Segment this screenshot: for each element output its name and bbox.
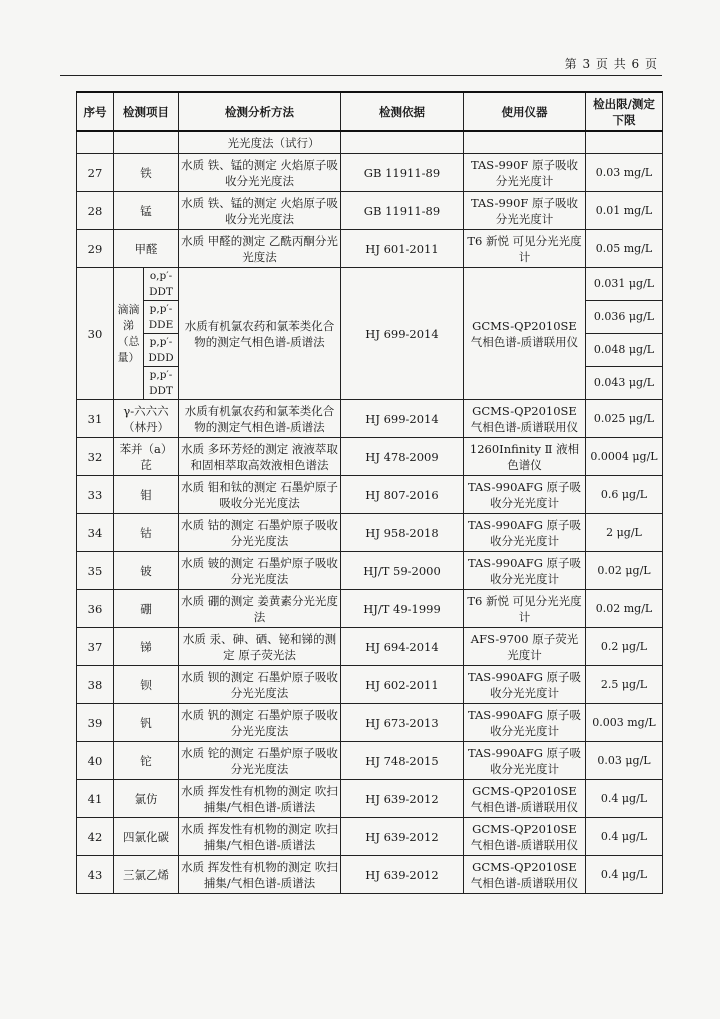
table-row: [77, 230, 663, 268]
cell-basis: GB 11911-89: [341, 192, 464, 230]
cell-no: 43: [77, 856, 114, 894]
cell-instrument: T6 新悦 可见分光光度计: [464, 590, 586, 628]
cell-item: 甲醛: [114, 230, 179, 268]
cell-limit: 0.048 μg/L: [586, 334, 663, 367]
cell-limit: 2.5 μg/L: [586, 666, 663, 704]
cell-method: 水质有机氯农药和氯苯类化合物的测定气相色谱-质谱法: [179, 400, 341, 438]
cell-limit: 0.036 μg/L: [586, 301, 663, 334]
cell-limit: 0.6 μg/L: [586, 476, 663, 514]
cell-subitem: p,p′-DDD: [144, 334, 179, 367]
cell-limit: 0.4 μg/L: [586, 856, 663, 894]
cell-basis: HJ 639-2012: [341, 818, 464, 856]
cell-method: 水质 钼和钛的测定 石墨炉原子吸收分光光度法: [179, 476, 341, 514]
cell-item: 锰: [114, 192, 179, 230]
cell-instrument: TAS-990AFG 原子吸收分光光度计: [464, 666, 586, 704]
table-row: [77, 400, 663, 438]
table-row: [77, 818, 663, 856]
cell-no: 34: [77, 514, 114, 552]
cell-basis: HJ 673-2013: [341, 704, 464, 742]
continuation-row: [77, 131, 663, 154]
cell-no: 36: [77, 590, 114, 628]
cell-instrument: 1260Infinity Ⅱ 液相色谱仪: [464, 438, 586, 476]
cell-method: 水质 挥发性有机物的测定 吹扫捕集/气相色谱-质谱法: [179, 780, 341, 818]
cell-limit: 0.025 μg/L: [586, 400, 663, 438]
cell-method: 水质 甲醛的测定 乙酰丙酮分光光度法: [179, 230, 341, 268]
cell-method: 水质有机氯农药和氯苯类化合物的测定气相色谱-质谱法: [179, 268, 341, 400]
cell-basis: HJ 958-2018: [341, 514, 464, 552]
cell-limit: 0.2 μg/L: [586, 628, 663, 666]
cell-item: 钼: [114, 476, 179, 514]
cell-item: 四氯化碳: [114, 818, 179, 856]
col-header-basis: 检测依据: [341, 92, 464, 131]
cell-no: 41: [77, 780, 114, 818]
cell-basis: HJ 748-2015: [341, 742, 464, 780]
cell-limit: 0.05 mg/L: [586, 230, 663, 268]
cell-instrument: TAS-990AFG 原子吸收分光光度计: [464, 742, 586, 780]
cell-limit: 0.02 mg/L: [586, 590, 663, 628]
table-row: [77, 780, 663, 818]
cell-basis: HJ 601-2011: [341, 230, 464, 268]
cell-method: 水质 硼的测定 姜黄素分光光度法: [179, 590, 341, 628]
cell-method: 水质 铁、锰的测定 火焰原子吸收分光光度法: [179, 192, 341, 230]
cell-subitem: p,p′-DDT: [144, 367, 179, 400]
cell-no: 30: [77, 268, 114, 400]
cell-basis: GB 11911-89: [341, 154, 464, 192]
cell-empty: [114, 131, 179, 154]
table-row: [77, 552, 663, 590]
cell-method: 水质 多环芳烃的测定 液液萃取和固相萃取高效液相色谱法: [179, 438, 341, 476]
col-header-no: 序号: [77, 92, 114, 131]
cell-instrument: T6 新悦 可见分光光度计: [464, 230, 586, 268]
table-header-row: [77, 92, 663, 131]
cell-basis: HJ 639-2012: [341, 856, 464, 894]
cell-limit: 0.03 μg/L: [586, 742, 663, 780]
methods-table: [76, 91, 663, 894]
table-row: [77, 742, 663, 780]
table-row: [77, 514, 663, 552]
cell-basis: HJ 639-2012: [341, 780, 464, 818]
cell-limit: 2 μg/L: [586, 514, 663, 552]
cell-instrument: GCMS-QP2010SE 气相色谱-质谱联用仪: [464, 818, 586, 856]
cell-basis: HJ 699-2014: [341, 400, 464, 438]
cell-method: 水质 铍的测定 石墨炉原子吸收分光光度法: [179, 552, 341, 590]
header-rule: [60, 75, 662, 76]
cell-method: 水质 钡的测定 石墨炉原子吸收分光光度法: [179, 666, 341, 704]
cell-method: 水质 钴的测定 石墨炉原子吸收分光光度法: [179, 514, 341, 552]
cell-item: 钴: [114, 514, 179, 552]
cell-limit: 0.0004 μg/L: [586, 438, 663, 476]
table-row: [77, 590, 663, 628]
table-row: [77, 704, 663, 742]
col-header-instrument: 使用仪器: [464, 92, 586, 131]
cell-no: 29: [77, 230, 114, 268]
cell-instrument: GCMS-QP2010SE 气相色谱-质谱联用仪: [464, 400, 586, 438]
cell-limit: 0.03 mg/L: [586, 154, 663, 192]
col-header-limit: 检出限/测定下限: [586, 92, 663, 131]
cell-no: 27: [77, 154, 114, 192]
cell-item: 铁: [114, 154, 179, 192]
cell-empty: [586, 131, 663, 154]
cell-no: 38: [77, 666, 114, 704]
cell-limit: 0.02 μg/L: [586, 552, 663, 590]
cell-method: 水质 铊的测定 石墨炉原子吸收分光光度法: [179, 742, 341, 780]
cell-method: 水质 铁、锰的测定 火焰原子吸收分光光度法: [179, 154, 341, 192]
cell-instrument: TAS-990F 原子吸收分光光度计: [464, 192, 586, 230]
cell-limit: 0.4 μg/L: [586, 818, 663, 856]
cell-item: 氯仿: [114, 780, 179, 818]
cell-item: 钒: [114, 704, 179, 742]
cell-basis: HJ 694-2014: [341, 628, 464, 666]
cell-no: 35: [77, 552, 114, 590]
cell-instrument: GCMS-QP2010SE 气相色谱-质谱联用仪: [464, 780, 586, 818]
cell-method-continuation: 光光度法（试行）: [179, 131, 341, 154]
cell-no: 33: [77, 476, 114, 514]
cell-item: 锑: [114, 628, 179, 666]
cell-item: 三氯乙烯: [114, 856, 179, 894]
cell-no: 31: [77, 400, 114, 438]
cell-method: 水质 挥发性有机物的测定 吹扫捕集/气相色谱-质谱法: [179, 818, 341, 856]
cell-limit: 0.031 μg/L: [586, 268, 663, 301]
cell-no: 32: [77, 438, 114, 476]
cell-item: 铍: [114, 552, 179, 590]
cell-instrument: GCMS-QP2010SE 气相色谱-质谱联用仪: [464, 856, 586, 894]
table-row: [77, 192, 663, 230]
col-header-method: 检测分析方法: [179, 92, 341, 131]
cell-limit: 0.4 μg/L: [586, 780, 663, 818]
cell-method: 水质 钒的测定 石墨炉原子吸收分光光度法: [179, 704, 341, 742]
cell-basis: HJ/T 59-2000: [341, 552, 464, 590]
table-row: [77, 154, 663, 192]
cell-item: γ-六六六（林丹）: [114, 400, 179, 438]
cell-no: 37: [77, 628, 114, 666]
cell-no: 28: [77, 192, 114, 230]
table-row: [77, 628, 663, 666]
cell-basis: HJ/T 49-1999: [341, 590, 464, 628]
cell-instrument: TAS-990F 原子吸收分光光度计: [464, 154, 586, 192]
cell-item: 硼: [114, 590, 179, 628]
cell-method: 水质 挥发性有机物的测定 吹扫捕集/气相色谱-质谱法: [179, 856, 341, 894]
cell-instrument: TAS-990AFG 原子吸收分光光度计: [464, 552, 586, 590]
cell-no: 40: [77, 742, 114, 780]
cell-basis: HJ 478-2009: [341, 438, 464, 476]
cell-basis: HJ 807-2016: [341, 476, 464, 514]
cell-item: 钡: [114, 666, 179, 704]
cell-instrument: AFS-9700 原子荧光光度计: [464, 628, 586, 666]
table-row: [77, 856, 663, 894]
cell-instrument: GCMS-QP2010SE 气相色谱-质谱联用仪: [464, 268, 586, 400]
cell-subitem: p,p′-DDE: [144, 301, 179, 334]
cell-item: 铊: [114, 742, 179, 780]
cell-instrument: TAS-990AFG 原子吸收分光光度计: [464, 704, 586, 742]
page-number: 第 3 页 共 6 页: [564, 57, 658, 71]
cell-subitem: o,p′-DDT: [144, 268, 179, 301]
cell-instrument: TAS-990AFG 原子吸收分光光度计: [464, 476, 586, 514]
cell-item: 滴滴涕（总量）: [114, 268, 144, 400]
table-row: [77, 476, 663, 514]
cell-limit: 0.003 mg/L: [586, 704, 663, 742]
cell-limit: 0.01 mg/L: [586, 192, 663, 230]
table-row: [77, 666, 663, 704]
cell-method: 水质 汞、砷、硒、铋和锑的测定 原子荧光法: [179, 628, 341, 666]
table-row-subitem: [77, 268, 663, 301]
cell-empty: [341, 131, 464, 154]
cell-no: 42: [77, 818, 114, 856]
cell-limit: 0.043 μg/L: [586, 367, 663, 400]
cell-empty: [464, 131, 586, 154]
cell-item: 苯并（a）芘: [114, 438, 179, 476]
cell-basis: HJ 699-2014: [341, 268, 464, 400]
cell-basis: HJ 602-2011: [341, 666, 464, 704]
table-row: [77, 438, 663, 476]
col-header-item: 检测项目: [114, 92, 179, 131]
cell-no: 39: [77, 704, 114, 742]
cell-empty: [77, 131, 114, 154]
cell-instrument: TAS-990AFG 原子吸收分光光度计: [464, 514, 586, 552]
